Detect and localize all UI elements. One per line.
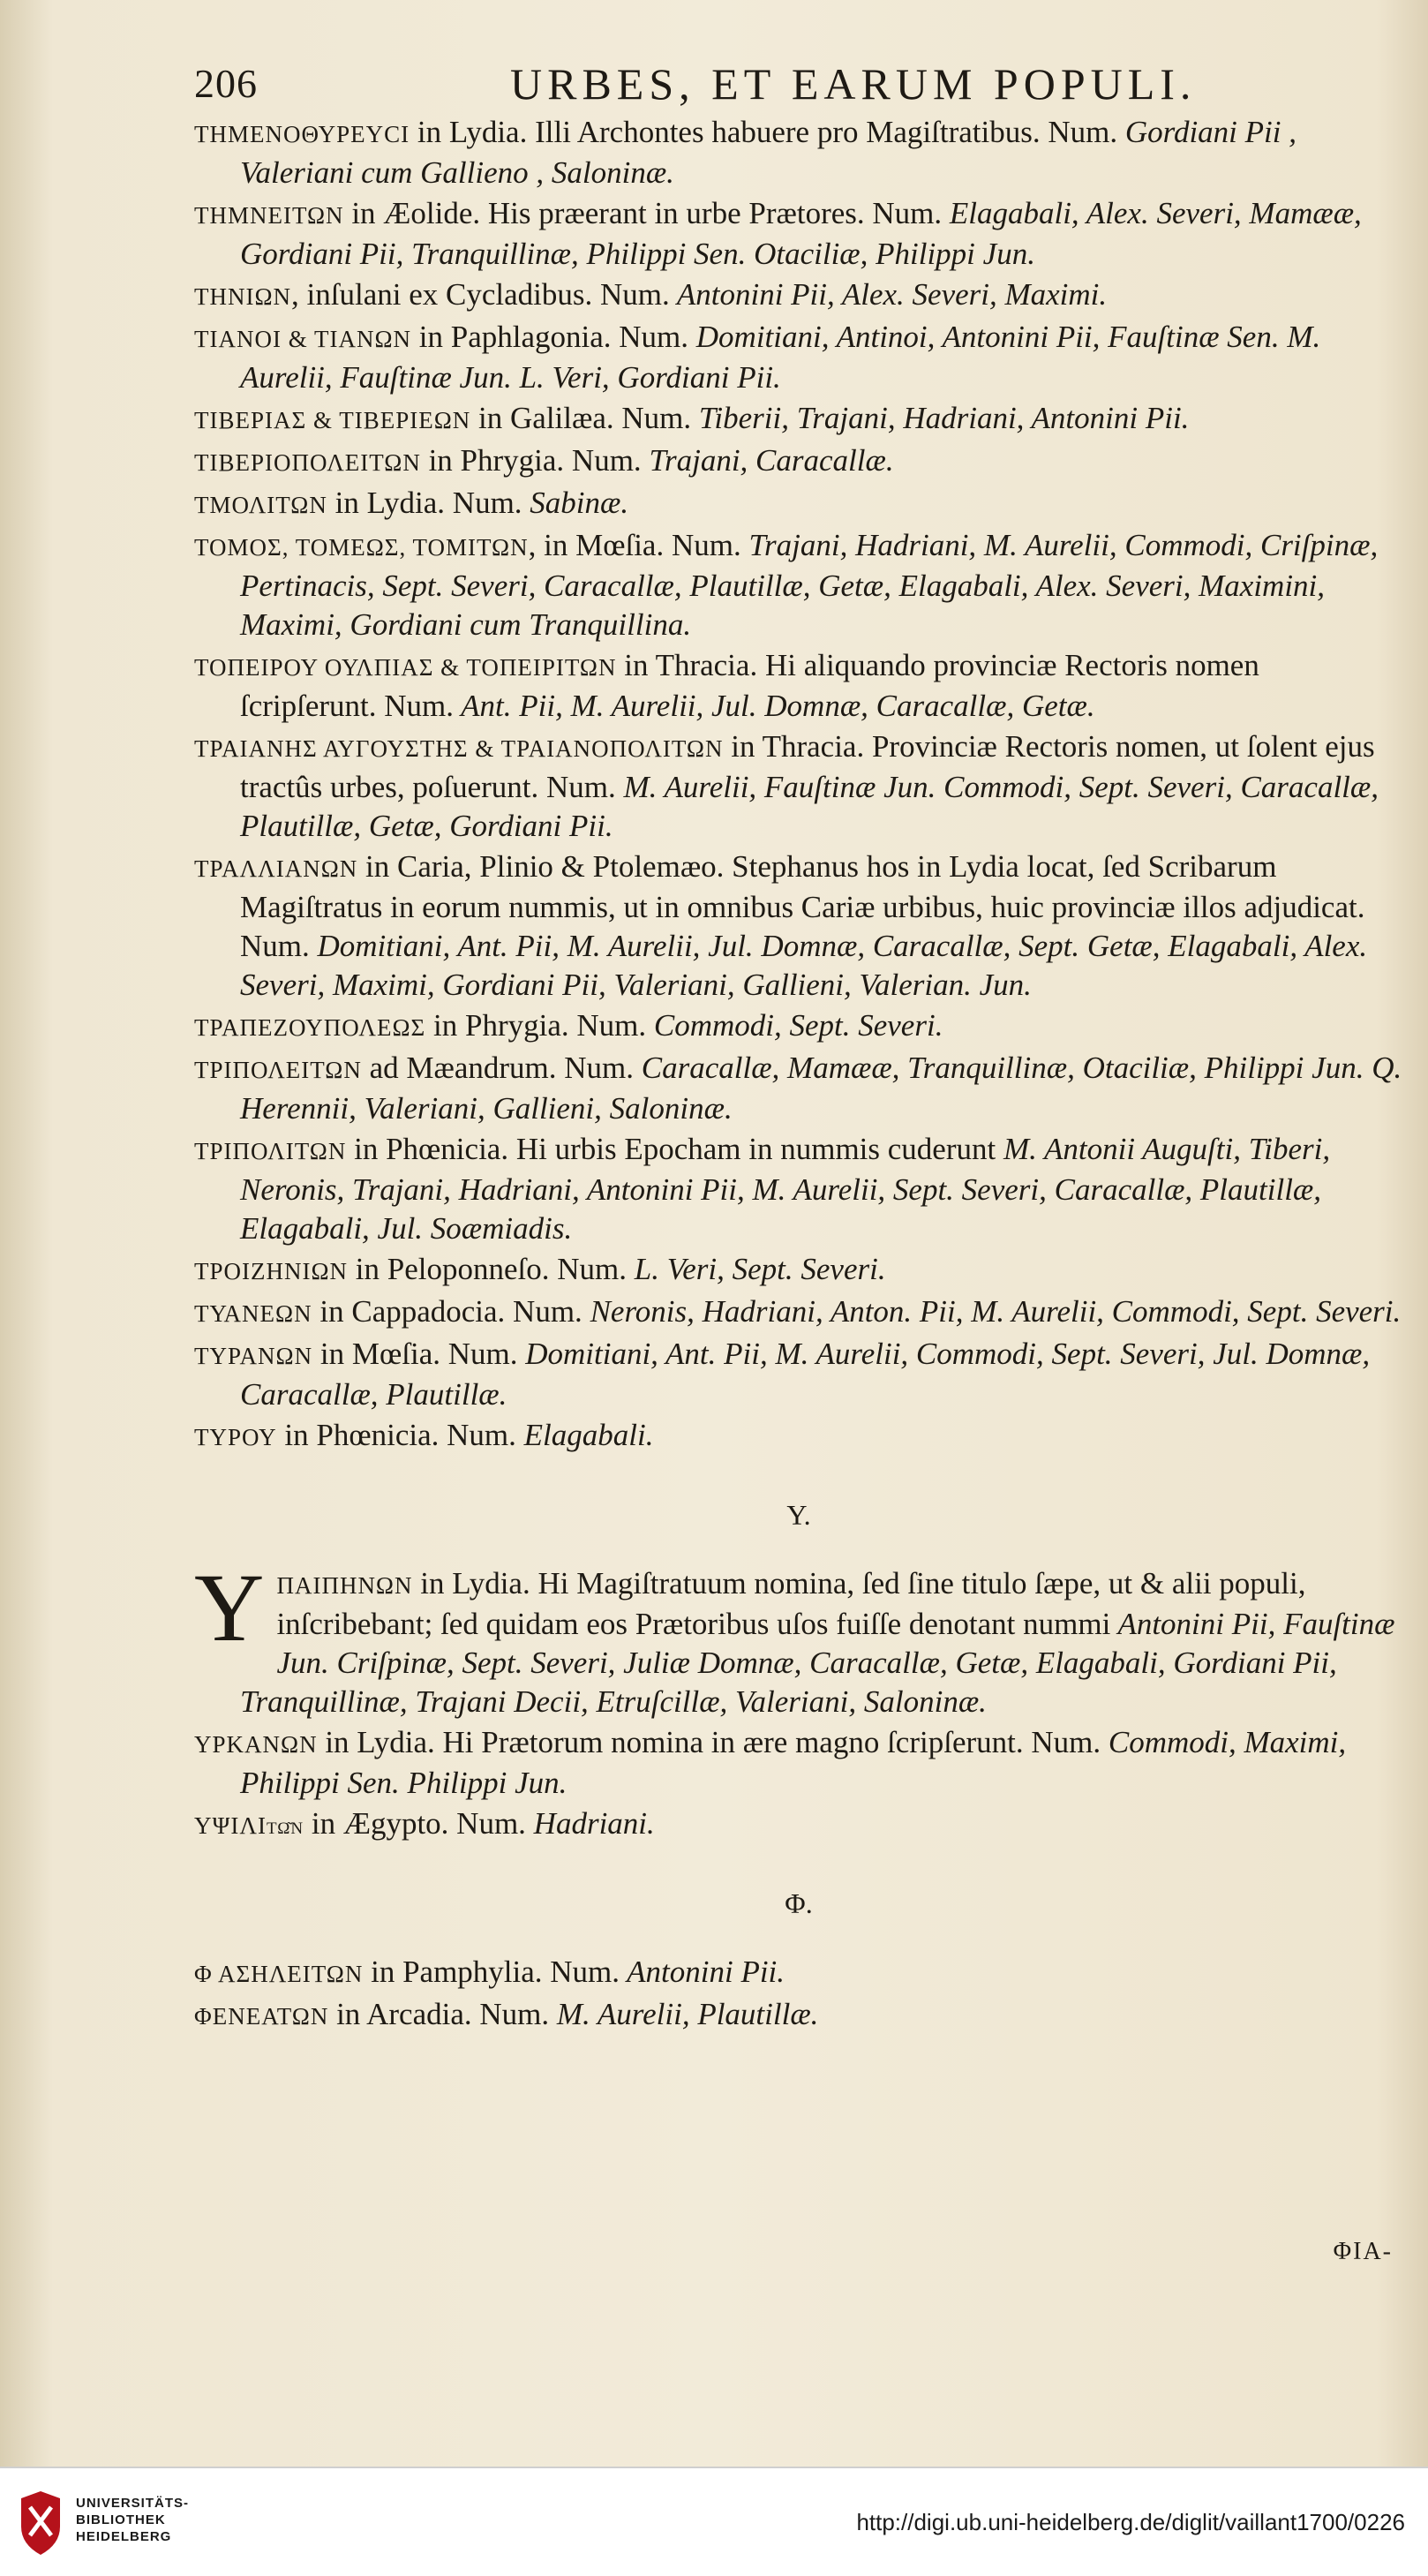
page-number: 206 xyxy=(194,61,258,106)
entry xyxy=(194,1250,1403,1291)
entry-coins: Tiberii, Trajani, Hadriani, Antonini Pii. xyxy=(691,401,1190,435)
entry-greek: ΤΡΟΙΖΗΝΙΩΝ xyxy=(194,1258,349,1284)
entry-text: ad Mæandrum. Num. xyxy=(361,1051,635,1085)
entry-text: in Thracia. Hi aliquando provinciæ Rectoris nomen ſcripſerunt. Num. xyxy=(240,648,1259,723)
entry-coins: Elagabali. xyxy=(515,1418,654,1452)
entry-text: in Phœnicia. Num. xyxy=(276,1418,516,1452)
entry-text: in Arcadia. Num. xyxy=(328,1997,550,2031)
library-name-line: HEIDELBERG xyxy=(76,2529,172,2544)
entry xyxy=(194,1335,1403,1414)
entry-greek: ΥΡΚΑΝΩΝ xyxy=(194,1731,318,1758)
entry-coins: Ant. Pii, M. Aurelii, Jul. Domnæ, Caracallæ, Getæ. xyxy=(454,689,1095,723)
entry xyxy=(194,441,1403,482)
entry-text: in Peloponneſo. Num. xyxy=(348,1252,628,1286)
entry-text: in Thracia. Provinciæ Rectoris nomen, ut ſolent ejus tractûs urbes, poſuerunt. Num. xyxy=(240,729,1375,804)
entry-coins: Antonini Pii. xyxy=(620,1955,785,1989)
entry-coins: Domitiani, Ant. Pii, M. Aurelii, Jul. Domnæ, Caracallæ, Sept. Getæ, Elagabali, Alex. Severi, Maximi, Gordiani Pii, Valeriani, Gallieni, Valerian. Jun. xyxy=(240,929,1368,1002)
entry-coins: Gordiani Pii , Valeriani cum Gallieno , Saloninæ. xyxy=(240,115,1296,190)
entry xyxy=(194,646,1403,726)
entry-coins: Commodi, Maximi, Philippi Sen. Philippi Jun. xyxy=(240,1725,1347,1800)
entry xyxy=(194,1416,1403,1457)
entries-list-phi xyxy=(194,1953,1403,2036)
entry-coins: Domitiani, Antinoi, Antonini Pii, Fauſtinæ Sen. M. Aurelii, Fauſtinæ Jun. L. Veri, Gordiani Pii. xyxy=(240,320,1321,395)
entry xyxy=(194,275,1403,316)
entry-coins: M. Antonii Auguſti, Tiberi, Neronis, Trajani, Hadriani, Antonini Pii, M. Aurelii, Sept. Severi, Caracallæ, Plautillæ, Elagabali, Jul. Soæmiadis. xyxy=(240,1132,1331,1246)
entry-text: in Galilæa. Num. xyxy=(470,401,692,435)
entry-greek: ΠΑΙΠΗΝΩΝ xyxy=(276,1572,413,1599)
viewer-footer xyxy=(0,2467,1428,2576)
entry xyxy=(194,318,1403,397)
entry xyxy=(194,1995,1403,2036)
entry-text: in Ægypto. Num. xyxy=(304,1806,526,1841)
entry xyxy=(194,399,1403,440)
entry-greek: ΤΥΡΑΝΩΝ xyxy=(194,1343,313,1369)
entries-list-upsilon xyxy=(194,1723,1403,1845)
entry-greek: ΤΟΜΟΣ, ΤΟΜΕΩΣ, ΤΟΜΙΤΩΝ xyxy=(194,534,529,561)
entries-list-t xyxy=(194,113,1403,1457)
entry xyxy=(194,484,1403,524)
entry-text: in Lydia. Num. xyxy=(327,486,522,520)
entry-coins: M. Aurelii, Plautillæ. xyxy=(549,1997,819,2031)
entry-coins: Trajani, Hadriani, M. Aurelii, Commodi, Criſpinæ, Pertinacis, Sept. Severi, Caracallæ, Plautillæ, Getæ, Elagabali, Alex. Severi, Maximini, Maximi, Gordiani cum Tranquillina. xyxy=(240,528,1379,642)
running-title: URBES, ET EARUM POPULI. xyxy=(510,59,1197,109)
entry-coins: Commodi, Sept. Severi. xyxy=(646,1008,943,1043)
entry-text: in Paphlagonia. Num. xyxy=(411,320,689,354)
entry-coins: L. Veri, Sept. Severi. xyxy=(627,1252,886,1286)
entry-text: , inſulani ex Cycladibus. Num. xyxy=(291,277,670,312)
entry xyxy=(194,1953,1403,1993)
entry-greek: ΤΡΙΠΟΛΕΙΤΩΝ xyxy=(194,1057,362,1083)
entry-coins: Domitiani, Ant. Pii, M. Aurelii, Commodi, Sept. Severi, Jul. Domnæ, Caracallæ, Plautillæ. xyxy=(240,1337,1371,1412)
library-name xyxy=(76,2495,189,2545)
entry-coins: Caracallæ, Mamææ, Tranquillinæ, Otaciliæ, Philippi Jun. Q. Herennii, Valeriani, Gallieni, Saloninæ. xyxy=(240,1051,1402,1126)
entry xyxy=(194,1049,1403,1128)
entry-text: in Caria, Plinio & Ptolemæo. Stephanus hos in Lydia locat, ſed Scribarum Magiſtratus in eorum nummis, ut in omnibus Cariæ urbibus, huic provinciæ illos adjudicat. Num. xyxy=(240,849,1365,963)
entry-text: in Mœſia. Num. xyxy=(312,1337,518,1371)
entry-text: in Æolide. His præerant in urbe Prætores. Num. xyxy=(343,196,943,230)
library-name-line: BIBLIOTHEK xyxy=(76,2512,166,2527)
entry-greek: ΤΡΙΠΟΛΙΤΩΝ xyxy=(194,1138,347,1164)
entry xyxy=(194,113,1403,192)
entry-greek: ΤΥΑΝΕΩΝ xyxy=(194,1300,312,1327)
entry-text: in Phrygia. Num. xyxy=(420,443,642,478)
entry xyxy=(194,1130,1403,1248)
entry-greek: ΦΕΝΕΑΤΩΝ xyxy=(194,2003,329,2030)
entry-greek: ΥΨΙΛΙτῶν xyxy=(194,1812,304,1839)
section-letter-phi: Φ. xyxy=(785,1887,813,1919)
entry-coins: M. Aurelii, Fauſtinæ Jun. Commodi, Sept. Severi, Caracallæ, Plautillæ, Getæ, Gordiani Pii. xyxy=(240,770,1379,843)
page-header xyxy=(194,53,1421,115)
section-letter-upsilon: Υ. xyxy=(786,1499,811,1531)
entry-text: in Lydia. Illi Archontes habuere pro Magiſtratibus. Num. xyxy=(410,115,1118,149)
entry-coins: Hadriani. xyxy=(525,1806,655,1841)
entry-text: in Lydia. Hi Prætorum nomina in ære magno ſcripſerunt. Num. xyxy=(317,1725,1101,1759)
entry-text: in Lydia. Hi Magiſtratuum nomina, ſed ſine titulo ſæpe, ut & alii populi, inſcribebant; ſed quidam eos Prætoribus uſos fuiſſe denotant nummi xyxy=(276,1566,1306,1641)
entry xyxy=(194,847,1403,1005)
entry-text: , in Mœſia. Num. xyxy=(528,528,741,562)
entry-greek: ΤΟΠΕΙΡΟΥ ΟΥΛΠΙΑΣ & ΤΟΠΕΙΡΙΤΩΝ xyxy=(194,654,617,681)
entry-coins: Elagabali, Alex. Severi, Mamææ, Gordiani Pii, Tranquillinæ, Philippi Sen. Otaciliæ, Philippi Jun. xyxy=(240,196,1362,271)
entry-greek: ΤΗΜΕΝΟΘΥΡΕΥCΙ xyxy=(194,121,410,147)
entry xyxy=(194,526,1403,644)
entry xyxy=(194,194,1403,274)
entry-greek: ΤΙΒΕΡΙΟΠΟΛΕΙΤΩΝ xyxy=(194,449,421,476)
entry-greek: ΤΡΑΠΕΖΟΥΠΟΛΕΩΣ xyxy=(194,1014,426,1041)
catchword: ΦΙΑ- xyxy=(1333,2238,1393,2265)
entry-greek: ΤΜΟΛΙΤΩΝ xyxy=(194,492,327,518)
entry xyxy=(194,1723,1403,1803)
entry-greek: ΤΙΒΕΡΙΑΣ & ΤΙΒΕΡΙΕΩΝ xyxy=(194,407,471,433)
entry-text: in Phœnicia. Hi urbis Epocham in nummis cuderunt xyxy=(346,1132,996,1166)
entry-greek: Φ ΑΣΗΛΕΙΤΩΝ xyxy=(194,1961,364,1987)
library-logo-icon xyxy=(14,2491,67,2555)
entry-coins: Neronis, Hadriani, Anton. Pii, M. Aurelii, Commodi, Sept. Severi. xyxy=(582,1294,1402,1329)
entry-coins: Antonini Pii, Fauſtinæ Jun. Criſpinæ, Sept. Severi, Juliæ Domnæ, Caracallæ, Getæ, Elagabali, Gordiani Pii, Tranquillinæ, Trajani Decii, Etruſcillæ, Valeriani, Saloninæ. xyxy=(240,1607,1395,1719)
entry xyxy=(194,1804,1403,1845)
entry xyxy=(194,727,1403,846)
source-url-link[interactable]: http://digi.ub.uni-heidelberg.de/diglit/vaillant1700/0226 xyxy=(856,2509,1405,2535)
entry-greek: ΤΗΝΙΩΝ xyxy=(194,283,292,310)
entry-greek: ΤΙΑΝΟΙ & ΤΙΑΝΩΝ xyxy=(194,326,412,352)
entry xyxy=(194,1292,1403,1333)
entry-text: in Pamphylia. Num. xyxy=(363,1955,620,1989)
entry-upsilon-first xyxy=(194,1554,1403,1721)
dropcap-letter: Υ xyxy=(194,1554,265,1661)
entry-greek: ΤΥΡΟΥ xyxy=(194,1424,277,1450)
entry-coins: Sabinæ. xyxy=(522,486,629,520)
entry-greek: ΤΗΜΝΕΙΤΩΝ xyxy=(194,202,344,229)
entry-greek: ΤΡΑΙΑΝΗΣ ΑΥΓΟΥΣΤΗΣ & ΤΡΑΙΑΝΟΠΟΛΙΤΩΝ xyxy=(194,735,724,762)
entry xyxy=(194,1006,1403,1047)
entry-text: in Cappadocia. Num. xyxy=(312,1294,582,1329)
library-name-line: UNIVERSITÄTS- xyxy=(76,2496,190,2511)
entry-greek: ΤΡΑΛΛΙΑΝΩΝ xyxy=(194,855,358,882)
entry-coins: Antonini Pii, Alex. Severi, Maximi. xyxy=(669,277,1108,312)
entry-text: in Phrygia. Num. xyxy=(425,1008,647,1043)
entry-coins: Trajani, Caracallæ. xyxy=(641,443,894,478)
page-content xyxy=(194,113,1403,2037)
